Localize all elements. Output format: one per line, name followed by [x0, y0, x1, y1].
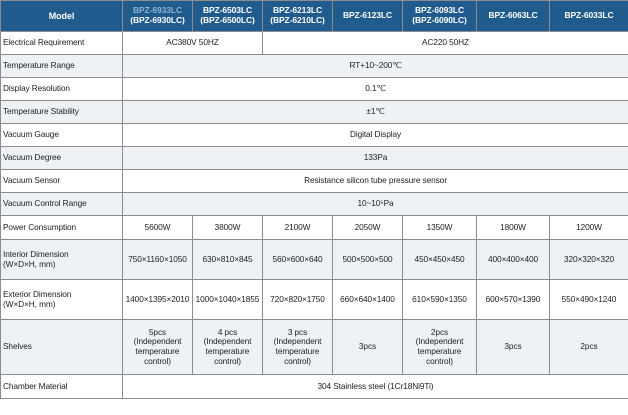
dimension-value: 400×400×400 — [477, 240, 550, 280]
shelves-note: control) — [284, 355, 311, 366]
shelves-note: (Independent — [415, 336, 464, 347]
spec-value: 133Pa — [123, 147, 628, 170]
shelves-note: (Independent — [203, 336, 252, 347]
model-header-cell — [193, 1, 263, 32]
spec-row-display-resolution — [1, 78, 628, 101]
power-value: 2050W — [333, 216, 403, 240]
power-value: 1350W — [403, 216, 477, 240]
header-row — [1, 1, 628, 32]
row-label-unit: (W×D×H, mm) — [3, 258, 56, 269]
dimension-value: 550×490×1240 — [550, 280, 628, 320]
dimension-value: 560×600×640 — [263, 240, 333, 280]
shelves-count: 3pcs — [504, 341, 522, 352]
shelves-note: control) — [426, 355, 453, 366]
shelves-note: temperature — [135, 346, 180, 356]
model-header-cell — [550, 1, 628, 32]
model-header-cell — [123, 1, 193, 32]
model-name: BPZ-6213LC — [272, 5, 323, 16]
model-alt-name: (BPZ-6930LC) — [130, 15, 185, 25]
row-label: Chamber Material — [1, 375, 123, 399]
spec-value: 304 Stainless steel (1Cr18Ni9Ti) — [123, 375, 628, 399]
shelves-note: (Independent — [273, 336, 322, 347]
model-name: BPZ-6503LC — [202, 5, 253, 16]
model-header-cell — [477, 1, 550, 32]
power-value: 1200W — [550, 216, 628, 240]
spec-row-chamber-material — [1, 375, 628, 399]
shelves-value — [550, 320, 628, 375]
shelves-value — [263, 320, 333, 375]
spec-row-shelves — [1, 320, 628, 375]
shelves-count: 2pcs — [430, 326, 449, 337]
spec-value: 0.1℃ — [123, 78, 628, 101]
spec-row-vacuum-degree — [1, 147, 628, 170]
row-label: Vacuum Sensor — [1, 170, 123, 193]
row-label-line: Interior Dimension — [3, 248, 69, 259]
spec-row-electrical — [1, 32, 628, 55]
spec-row-temp-stability — [1, 101, 628, 124]
spec-row-vacuum-gauge — [1, 124, 628, 147]
row-label — [1, 280, 123, 320]
dimension-value: 600×570×1390 — [477, 280, 550, 320]
spec-row-temp-range — [1, 55, 628, 78]
shelves-value — [193, 320, 263, 375]
power-value: 5600W — [123, 216, 193, 240]
row-label: Vacuum Degree — [1, 147, 123, 170]
power-value: 2100W — [263, 216, 333, 240]
spec-row-vacuum-sensor — [1, 170, 628, 193]
row-label-line: Exterior Dimension — [3, 288, 72, 299]
spec-value: ±1℃ — [123, 101, 628, 124]
model-alt-name: (BPZ-6090LC) — [412, 15, 467, 25]
model-header: Model — [1, 1, 123, 32]
row-label: Temperature Stability — [1, 101, 123, 124]
power-value: 3800W — [193, 216, 263, 240]
row-label: Electrical Requirement — [1, 32, 123, 55]
dimension-value: 720×820×1750 — [263, 280, 333, 320]
shelves-note: temperature — [275, 346, 320, 356]
row-label-unit: (W×D×H, mm) — [3, 298, 56, 309]
row-label — [1, 240, 123, 280]
shelves-count: 3pcs — [358, 341, 377, 352]
shelves-count: 3 pcs — [287, 326, 308, 337]
dimension-value: 450×450×450 — [403, 240, 477, 280]
spec-value: Resistance silicon tube pressure sensor — [123, 170, 628, 193]
dimension-value: 320×320×320 — [550, 240, 628, 280]
shelves-value — [477, 320, 550, 375]
row-label: Vacuum Gauge — [1, 124, 123, 147]
row-label: Vacuum Control Range — [1, 193, 123, 216]
shelves-count: 4 pcs — [217, 326, 238, 337]
spec-value: RT+10~200℃ — [123, 55, 628, 78]
shelves-note: control) — [144, 355, 171, 366]
row-label: Shelves — [1, 320, 123, 375]
shelves-value — [403, 320, 477, 375]
model-name: BPZ-6933LC — [132, 5, 183, 16]
shelves-value — [333, 320, 403, 375]
dimension-value: 1400×1395×2010 — [123, 280, 193, 320]
spec-row-exterior — [1, 280, 628, 320]
model-header-cell — [333, 1, 403, 32]
dimension-value: 610×590×1350 — [403, 280, 477, 320]
model-alt-name: (BPZ-6500LC) — [200, 15, 255, 25]
shelves-note: control) — [214, 355, 241, 366]
model-name: BPZ-6063LC — [488, 10, 538, 21]
row-label: Display Resolution — [1, 78, 123, 101]
spec-value: 10~10⁵Pa — [123, 193, 628, 216]
shelves-count: 5pcs — [148, 326, 167, 337]
model-name: BPZ-6093LC — [414, 5, 465, 16]
shelves-note: temperature — [205, 346, 250, 356]
spec-row-vacuum-control-range — [1, 193, 628, 216]
model-name: BPZ-6123LC — [342, 10, 393, 21]
model-header-cell — [263, 1, 333, 32]
spec-row-power — [1, 216, 628, 240]
spec-value: Digital Display — [123, 124, 628, 147]
dimension-value: 500×500×500 — [333, 240, 403, 280]
spec-value: AC380V 50HZ — [123, 32, 263, 55]
shelves-note: temperature — [417, 346, 462, 356]
dimension-value: 660×640×1400 — [333, 280, 403, 320]
row-label: Temperature Range — [1, 55, 123, 78]
dimension-value: 630×810×845 — [193, 240, 263, 280]
spec-value: AC220 50HZ — [263, 32, 628, 55]
model-header-cell — [403, 1, 477, 32]
dimension-value: 1000×1040×1855 — [193, 280, 263, 320]
spec-row-interior — [1, 240, 628, 280]
power-value: 1800W — [477, 216, 550, 240]
shelves-note: (Independent — [133, 336, 182, 347]
shelves-value — [123, 320, 193, 375]
model-name: BPZ-6033LC — [564, 10, 614, 21]
shelves-count: 2pcs — [580, 341, 598, 352]
row-label: Power Consumption — [1, 216, 123, 240]
dimension-value: 750×1160×1050 — [123, 240, 193, 280]
model-alt-name: (BPZ-6210LC) — [270, 15, 325, 25]
